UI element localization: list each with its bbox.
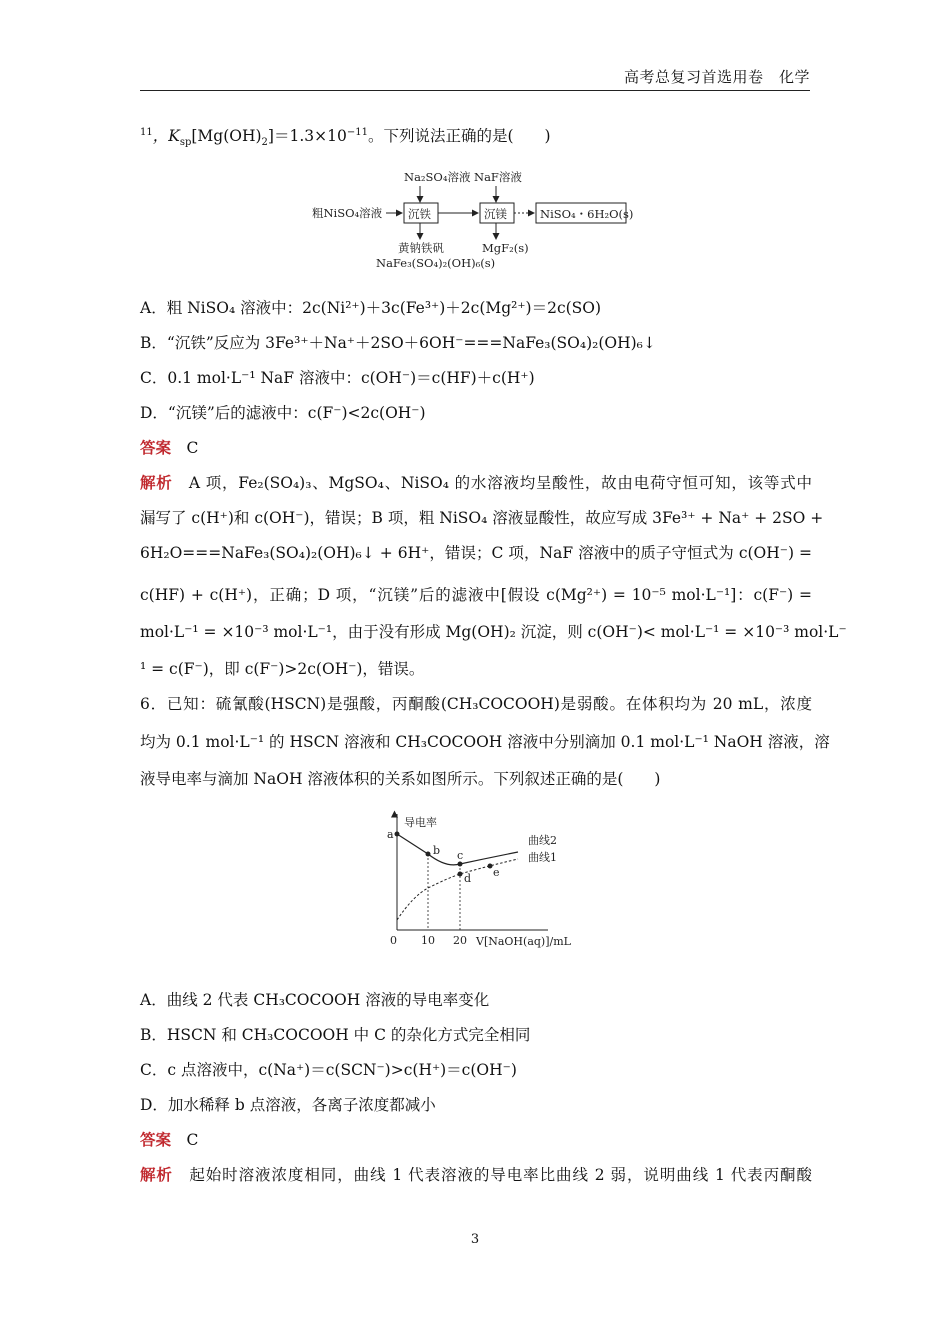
point-d-label: d bbox=[464, 872, 472, 885]
x-tick-20: 20 bbox=[453, 934, 467, 947]
q6-option-d: D．加水稀释 b 点溶液，各离子浓度都减小 bbox=[140, 1096, 436, 1114]
point-e-dot bbox=[488, 864, 493, 869]
ksp-value: ]＝1.3×10 bbox=[267, 127, 347, 145]
q5-option-d: D．“沉镁”后的滤液中：c(F⁻)<2c(OH⁻) bbox=[140, 404, 426, 422]
q6-answer-label: 答案 bbox=[140, 1130, 172, 1149]
q6-option-b: B．HSCN 和 CH₃COCOOH 中 C 的杂化方式完全相同 bbox=[140, 1026, 531, 1044]
header-title: 高考总复习首选用卷 化学 bbox=[623, 68, 810, 86]
q6-analysis-label: 解析 bbox=[140, 1165, 173, 1184]
point-b-label: b bbox=[433, 844, 441, 857]
q6-option-a: A．曲线 2 代表 CH₃COCOOH 溶液的导电率变化 bbox=[140, 991, 490, 1009]
x-axis-label: V[NaOH(aq)]/mL bbox=[476, 935, 571, 948]
ksp-formula-sub: 2 bbox=[261, 137, 268, 149]
ksp-end: 。下列说法正确的是( ) bbox=[367, 127, 551, 145]
point-c-label: c bbox=[457, 849, 464, 862]
curve-1-label: 曲线1 bbox=[528, 851, 557, 864]
q5-analysis-line-6: ¹ = c(F⁻)，即 c(F⁻)>2c(OH⁻)，错误。 bbox=[140, 660, 425, 678]
q5-analysis-line-4: c(HF) + c(H⁺)，正确；D 项，“沉镁”后的滤液中[假设 c(Mg²⁺) = 10⁻⁵ mol·L⁻¹]：c(F⁻) = bbox=[140, 586, 812, 604]
q5-answer-label: 答案 bbox=[140, 438, 172, 457]
ksp-exp: −11 bbox=[346, 126, 368, 138]
flow-product-label: NiSO₄・6H₂O(s) bbox=[540, 207, 634, 221]
q6-analysis-text-1: 起始时溶液浓度相同，曲线 1 代表溶液的导电率比曲线 2 弱，说明曲线 1 代表丙酮酸 bbox=[189, 1166, 812, 1184]
q5-analysis-line-1 bbox=[140, 471, 812, 495]
page-number: 3 bbox=[470, 1232, 480, 1247]
ksp-formula: [Mg(OH) bbox=[191, 127, 262, 145]
point-e-label: e bbox=[493, 866, 500, 879]
q5-analysis-text-1: A 项，Fe₂(SO₄)₃、MgSO₄、NiSO₄ 的水溶液均呈酸性，故由电荷守恒可知，该等式中 bbox=[188, 474, 812, 492]
point-a-dot bbox=[395, 832, 400, 837]
flow-ppt1-formula: NaFe₃(SO₄)₂(OH)₆(s) bbox=[376, 256, 496, 270]
point-c-dot bbox=[458, 862, 463, 867]
flow-box1-label: 沉铁 bbox=[408, 207, 431, 221]
flow-ppt2: MgF₂(s) bbox=[482, 241, 529, 255]
ksp-sub: sp bbox=[179, 137, 192, 149]
curve-1-line bbox=[397, 859, 518, 920]
q6-stem-line-3: 液导电率与滴加 NaOH 溶液体积的关系如图所示。下列叙述正确的是( ) bbox=[140, 770, 661, 788]
point-a-label: a bbox=[387, 828, 394, 841]
stem-ref-sup: 11 bbox=[140, 126, 153, 138]
q6-option-c: C．c 点溶液中，c(Na⁺)＝c(SCN⁻)>c(H⁺)＝c(OH⁻) bbox=[140, 1061, 517, 1079]
flow-box2-label: 沉镁 bbox=[484, 207, 507, 221]
conductivity-graph bbox=[368, 808, 578, 958]
q5-analysis-label: 解析 bbox=[140, 473, 173, 492]
y-axis-label: 导电率 bbox=[404, 816, 437, 829]
q5-analysis-line-2: 漏写了 c(H⁺)和 c(OH⁻)，错误；B 项，粗 NiSO₄ 溶液显酸性，故应写成 3Fe³⁺ + Na⁺ + 2SO + bbox=[140, 509, 824, 527]
flow-reagent2: NaF溶液 bbox=[474, 170, 522, 184]
flow-input-label: 粗NiSO₄溶液 bbox=[312, 206, 383, 220]
page-header bbox=[140, 64, 810, 91]
q5-option-b: B．“沉铁”反应为 3Fe³⁺＋Na⁺＋2SO＋6OH⁻===NaFe₃(SO₄)₂(OH)₆↓ bbox=[140, 334, 656, 352]
q5-option-a: A．粗 NiSO₄ 溶液中：2c(Ni²⁺)＋3c(Fe³⁺)＋2c(Mg²⁺)＝2c(SO) bbox=[140, 299, 602, 317]
q5-analysis-line-5: mol·L⁻¹ = ×10⁻³ mol·L⁻¹，由于没有形成 Mg(OH)₂ 沉淀，则 c(OH⁻)< mol·L⁻¹ = ×10⁻³ mol·L⁻ bbox=[140, 623, 847, 641]
curve-2-label: 曲线2 bbox=[528, 834, 557, 847]
q6-stem-line-1: 6．已知：硫氰酸(HSCN)是强酸，丙酮酸(CH₃COCOOH)是弱酸。在体积均为 20 mL，浓度 bbox=[140, 695, 812, 713]
point-d-dot bbox=[458, 872, 463, 877]
q5-answer bbox=[140, 436, 812, 460]
point-b-dot bbox=[426, 852, 431, 857]
q6-answer bbox=[140, 1128, 812, 1152]
flow-ppt1-name: 黄钠铁矾 bbox=[398, 241, 444, 255]
q6-answer-value: C bbox=[186, 1131, 199, 1149]
q6-analysis-line-1 bbox=[140, 1163, 812, 1187]
q5-analysis-line-3: 6H₂O===NaFe₃(SO₄)₂(OH)₆↓ + 6H⁺，错误；C 项，NaF 溶液中的质子守恒式为 c(OH⁻) = bbox=[140, 544, 812, 562]
q6-stem-line-2: 均为 0.1 mol·L⁻¹ 的 HSCN 溶液和 CH₃COCOOH 溶液中分别滴加 0.1 mol·L⁻¹ NaOH 溶液，溶 bbox=[140, 733, 830, 751]
x-tick-origin: 0 bbox=[390, 934, 397, 947]
x-tick-10: 10 bbox=[421, 934, 435, 947]
process-flow-diagram bbox=[310, 162, 640, 274]
stem-k: ，K bbox=[152, 127, 180, 145]
q5-answer-value: C bbox=[186, 439, 199, 457]
flow-reagent1: Na₂SO₄溶液 bbox=[404, 170, 471, 184]
q5-option-c: C．0.1 mol·L⁻¹ NaF 溶液中：c(OH⁻)＝c(HF)＋c(H⁺) bbox=[140, 369, 535, 387]
q5-stem bbox=[140, 124, 812, 148]
